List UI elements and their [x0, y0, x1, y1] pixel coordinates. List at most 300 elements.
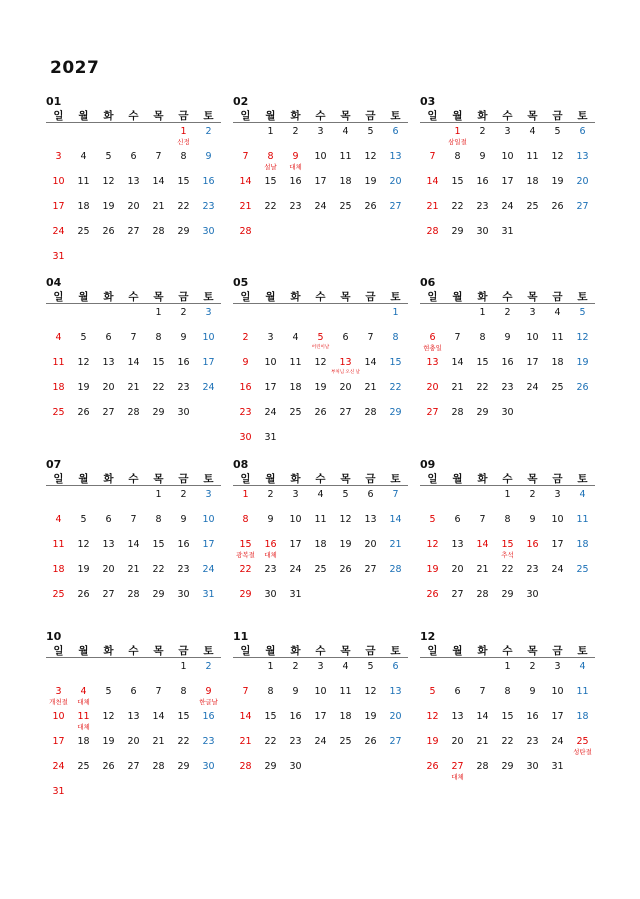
day-cell[interactable] [420, 357, 445, 381]
day-cell[interactable] [333, 514, 358, 538]
day-cell[interactable] [495, 761, 520, 785]
day-cell[interactable] [470, 736, 495, 760]
day-cell[interactable] [146, 176, 171, 200]
day-cell[interactable] [470, 126, 495, 150]
day-cell[interactable] [570, 382, 595, 406]
day-cell[interactable] [520, 151, 545, 175]
day-cell[interactable] [146, 307, 171, 331]
day-cell[interactable] [121, 357, 146, 381]
day-cell[interactable] [358, 736, 383, 760]
day-cell[interactable] [333, 357, 358, 381]
day-cell[interactable] [233, 332, 258, 356]
day-cell[interactable] [333, 407, 358, 431]
day-cell[interactable] [196, 514, 221, 538]
day-cell[interactable] [383, 661, 408, 685]
day-cell[interactable] [196, 736, 221, 760]
day-cell[interactable] [233, 711, 258, 735]
day-cell[interactable] [233, 489, 258, 513]
day-cell[interactable] [196, 539, 221, 563]
day-cell[interactable] [520, 564, 545, 588]
day-cell[interactable] [333, 661, 358, 685]
day-cell[interactable] [121, 711, 146, 735]
day-cell[interactable] [196, 307, 221, 331]
day-cell[interactable] [445, 332, 470, 356]
day-cell[interactable] [520, 201, 545, 225]
day-cell[interactable] [258, 357, 283, 381]
day-cell[interactable] [383, 514, 408, 538]
day-cell[interactable] [420, 407, 445, 431]
day-cell[interactable] [495, 711, 520, 735]
day-cell[interactable] [495, 489, 520, 513]
day-cell[interactable] [96, 539, 121, 563]
day-cell[interactable] [171, 514, 196, 538]
day-cell[interactable] [258, 126, 283, 150]
day-cell[interactable] [545, 307, 570, 331]
day-cell[interactable] [96, 686, 121, 710]
day-cell[interactable] [171, 226, 196, 250]
day-cell[interactable] [71, 176, 96, 200]
day-cell[interactable] [233, 226, 258, 250]
day-cell[interactable] [383, 307, 408, 331]
day-cell[interactable] [495, 736, 520, 760]
day-cell[interactable] [358, 332, 383, 356]
day-cell[interactable] [308, 407, 333, 431]
day-cell[interactable] [308, 539, 333, 563]
day-cell[interactable] [308, 686, 333, 710]
day-cell[interactable] [196, 761, 221, 785]
day-cell[interactable] [520, 711, 545, 735]
day-cell[interactable] [46, 736, 71, 760]
day-cell[interactable] [358, 407, 383, 431]
day-cell[interactable] [333, 176, 358, 200]
day-cell[interactable] [545, 514, 570, 538]
day-cell[interactable] [171, 176, 196, 200]
day-cell[interactable] [71, 226, 96, 250]
day-cell[interactable] [46, 151, 71, 175]
day-cell[interactable] [283, 711, 308, 735]
day-cell[interactable] [96, 564, 121, 588]
day-cell[interactable] [545, 564, 570, 588]
day-cell[interactable] [71, 382, 96, 406]
day-cell[interactable] [495, 539, 520, 563]
day-cell[interactable] [283, 539, 308, 563]
day-cell[interactable] [146, 201, 171, 225]
day-cell[interactable] [495, 514, 520, 538]
day-cell[interactable] [283, 564, 308, 588]
day-cell[interactable] [358, 661, 383, 685]
day-cell[interactable] [96, 382, 121, 406]
day-cell[interactable] [46, 201, 71, 225]
day-cell[interactable] [71, 357, 96, 381]
day-cell[interactable] [283, 151, 308, 175]
day-cell[interactable] [495, 357, 520, 381]
day-cell[interactable] [420, 176, 445, 200]
day-cell[interactable] [520, 661, 545, 685]
day-cell[interactable] [196, 226, 221, 250]
day-cell[interactable] [71, 407, 96, 431]
day-cell[interactable] [96, 407, 121, 431]
day-cell[interactable] [445, 126, 470, 150]
day-cell[interactable] [383, 686, 408, 710]
day-cell[interactable] [283, 661, 308, 685]
day-cell[interactable] [96, 201, 121, 225]
day-cell[interactable] [570, 307, 595, 331]
day-cell[interactable] [358, 539, 383, 563]
day-cell[interactable] [233, 407, 258, 431]
day-cell[interactable] [570, 514, 595, 538]
day-cell[interactable] [146, 151, 171, 175]
day-cell[interactable] [358, 201, 383, 225]
day-cell[interactable] [520, 539, 545, 563]
day-cell[interactable] [308, 382, 333, 406]
day-cell[interactable] [146, 761, 171, 785]
day-cell[interactable] [258, 176, 283, 200]
day-cell[interactable] [283, 589, 308, 613]
day-cell[interactable] [520, 176, 545, 200]
day-cell[interactable] [520, 736, 545, 760]
day-cell[interactable] [520, 332, 545, 356]
day-cell[interactable] [470, 226, 495, 250]
day-cell[interactable] [445, 201, 470, 225]
day-cell[interactable] [420, 736, 445, 760]
day-cell[interactable] [333, 736, 358, 760]
day-cell[interactable] [121, 564, 146, 588]
day-cell[interactable] [258, 432, 283, 456]
day-cell[interactable] [420, 201, 445, 225]
day-cell[interactable] [46, 539, 71, 563]
day-cell[interactable] [383, 407, 408, 431]
day-cell[interactable] [470, 357, 495, 381]
day-cell[interactable] [420, 589, 445, 613]
day-cell[interactable] [96, 176, 121, 200]
day-cell[interactable] [233, 357, 258, 381]
day-cell[interactable] [258, 539, 283, 563]
day-cell[interactable] [358, 382, 383, 406]
day-cell[interactable] [146, 382, 171, 406]
day-cell[interactable] [96, 151, 121, 175]
day-cell[interactable] [570, 489, 595, 513]
day-cell[interactable] [333, 564, 358, 588]
day-cell[interactable] [383, 201, 408, 225]
day-cell[interactable] [258, 736, 283, 760]
day-cell[interactable] [196, 201, 221, 225]
day-cell[interactable] [196, 489, 221, 513]
day-cell[interactable] [308, 514, 333, 538]
day-cell[interactable] [146, 589, 171, 613]
day-cell[interactable] [495, 382, 520, 406]
day-cell[interactable] [146, 357, 171, 381]
day-cell[interactable] [96, 589, 121, 613]
day-cell[interactable] [520, 126, 545, 150]
day-cell[interactable] [445, 736, 470, 760]
day-cell[interactable] [495, 151, 520, 175]
day-cell[interactable] [46, 564, 71, 588]
day-cell[interactable] [171, 332, 196, 356]
day-cell[interactable] [445, 176, 470, 200]
day-cell[interactable] [358, 357, 383, 381]
day-cell[interactable] [233, 564, 258, 588]
day-cell[interactable] [470, 332, 495, 356]
day-cell[interactable] [570, 736, 595, 760]
day-cell[interactable] [121, 226, 146, 250]
day-cell[interactable] [470, 407, 495, 431]
day-cell[interactable] [570, 332, 595, 356]
day-cell[interactable] [46, 251, 71, 275]
day-cell[interactable] [358, 489, 383, 513]
day-cell[interactable] [420, 382, 445, 406]
day-cell[interactable] [545, 382, 570, 406]
day-cell[interactable] [96, 711, 121, 735]
day-cell[interactable] [445, 589, 470, 613]
day-cell[interactable] [233, 514, 258, 538]
day-cell[interactable] [196, 176, 221, 200]
day-cell[interactable] [233, 736, 258, 760]
day-cell[interactable] [196, 686, 221, 710]
day-cell[interactable] [333, 151, 358, 175]
day-cell[interactable] [146, 711, 171, 735]
day-cell[interactable] [146, 564, 171, 588]
day-cell[interactable] [520, 514, 545, 538]
day-cell[interactable] [171, 539, 196, 563]
day-cell[interactable] [233, 589, 258, 613]
day-cell[interactable] [520, 382, 545, 406]
day-cell[interactable] [445, 761, 470, 785]
day-cell[interactable] [283, 514, 308, 538]
day-cell[interactable] [308, 711, 333, 735]
day-cell[interactable] [171, 761, 196, 785]
day-cell[interactable] [46, 226, 71, 250]
day-cell[interactable] [445, 539, 470, 563]
day-cell[interactable] [233, 432, 258, 456]
day-cell[interactable] [570, 201, 595, 225]
day-cell[interactable] [495, 176, 520, 200]
day-cell[interactable] [470, 176, 495, 200]
day-cell[interactable] [383, 711, 408, 735]
day-cell[interactable] [71, 761, 96, 785]
day-cell[interactable] [146, 686, 171, 710]
day-cell[interactable] [283, 736, 308, 760]
day-cell[interactable] [171, 151, 196, 175]
day-cell[interactable] [570, 686, 595, 710]
day-cell[interactable] [308, 201, 333, 225]
day-cell[interactable] [570, 661, 595, 685]
day-cell[interactable] [196, 357, 221, 381]
day-cell[interactable] [46, 357, 71, 381]
day-cell[interactable] [283, 686, 308, 710]
day-cell[interactable] [383, 564, 408, 588]
day-cell[interactable] [196, 564, 221, 588]
day-cell[interactable] [470, 201, 495, 225]
day-cell[interactable] [420, 686, 445, 710]
day-cell[interactable] [495, 226, 520, 250]
day-cell[interactable] [46, 332, 71, 356]
day-cell[interactable] [333, 201, 358, 225]
day-cell[interactable] [445, 407, 470, 431]
day-cell[interactable] [121, 201, 146, 225]
day-cell[interactable] [570, 126, 595, 150]
day-cell[interactable] [570, 711, 595, 735]
day-cell[interactable] [420, 711, 445, 735]
day-cell[interactable] [470, 307, 495, 331]
day-cell[interactable] [333, 489, 358, 513]
day-cell[interactable] [121, 332, 146, 356]
day-cell[interactable] [283, 382, 308, 406]
day-cell[interactable] [121, 176, 146, 200]
day-cell[interactable] [96, 226, 121, 250]
day-cell[interactable] [233, 761, 258, 785]
day-cell[interactable] [283, 126, 308, 150]
day-cell[interactable] [146, 514, 171, 538]
day-cell[interactable] [121, 151, 146, 175]
day-cell[interactable] [445, 564, 470, 588]
day-cell[interactable] [71, 711, 96, 735]
day-cell[interactable] [171, 661, 196, 685]
day-cell[interactable] [46, 407, 71, 431]
day-cell[interactable] [358, 151, 383, 175]
day-cell[interactable] [283, 201, 308, 225]
day-cell[interactable] [420, 539, 445, 563]
day-cell[interactable] [420, 332, 445, 356]
day-cell[interactable] [308, 736, 333, 760]
day-cell[interactable] [121, 589, 146, 613]
day-cell[interactable] [96, 514, 121, 538]
day-cell[interactable] [383, 357, 408, 381]
day-cell[interactable] [258, 661, 283, 685]
day-cell[interactable] [445, 382, 470, 406]
day-cell[interactable] [495, 201, 520, 225]
day-cell[interactable] [545, 489, 570, 513]
day-cell[interactable] [283, 489, 308, 513]
day-cell[interactable] [196, 661, 221, 685]
day-cell[interactable] [196, 589, 221, 613]
day-cell[interactable] [46, 514, 71, 538]
day-cell[interactable] [96, 357, 121, 381]
day-cell[interactable] [520, 489, 545, 513]
day-cell[interactable] [470, 761, 495, 785]
day-cell[interactable] [545, 686, 570, 710]
day-cell[interactable] [570, 151, 595, 175]
day-cell[interactable] [445, 226, 470, 250]
day-cell[interactable] [196, 332, 221, 356]
day-cell[interactable] [333, 539, 358, 563]
day-cell[interactable] [495, 661, 520, 685]
day-cell[interactable] [146, 332, 171, 356]
day-cell[interactable] [383, 539, 408, 563]
day-cell[interactable] [146, 489, 171, 513]
day-cell[interactable] [171, 307, 196, 331]
day-cell[interactable] [46, 761, 71, 785]
day-cell[interactable] [171, 589, 196, 613]
day-cell[interactable] [495, 686, 520, 710]
day-cell[interactable] [495, 332, 520, 356]
day-cell[interactable] [383, 736, 408, 760]
day-cell[interactable] [258, 564, 283, 588]
day-cell[interactable] [171, 126, 196, 150]
day-cell[interactable] [520, 589, 545, 613]
day-cell[interactable] [121, 382, 146, 406]
day-cell[interactable] [470, 711, 495, 735]
day-cell[interactable] [71, 589, 96, 613]
day-cell[interactable] [545, 711, 570, 735]
day-cell[interactable] [545, 201, 570, 225]
day-cell[interactable] [445, 151, 470, 175]
day-cell[interactable] [121, 407, 146, 431]
day-cell[interactable] [383, 332, 408, 356]
day-cell[interactable] [520, 761, 545, 785]
day-cell[interactable] [71, 736, 96, 760]
day-cell[interactable] [445, 711, 470, 735]
day-cell[interactable] [470, 686, 495, 710]
day-cell[interactable] [71, 686, 96, 710]
day-cell[interactable] [470, 564, 495, 588]
day-cell[interactable] [258, 332, 283, 356]
day-cell[interactable] [420, 514, 445, 538]
day-cell[interactable] [445, 357, 470, 381]
day-cell[interactable] [196, 126, 221, 150]
day-cell[interactable] [258, 761, 283, 785]
day-cell[interactable] [358, 176, 383, 200]
day-cell[interactable] [333, 711, 358, 735]
day-cell[interactable] [121, 686, 146, 710]
day-cell[interactable] [71, 514, 96, 538]
day-cell[interactable] [196, 711, 221, 735]
day-cell[interactable] [545, 761, 570, 785]
day-cell[interactable] [233, 176, 258, 200]
day-cell[interactable] [495, 307, 520, 331]
day-cell[interactable] [146, 407, 171, 431]
day-cell[interactable] [258, 711, 283, 735]
day-cell[interactable] [383, 176, 408, 200]
day-cell[interactable] [308, 661, 333, 685]
day-cell[interactable] [545, 126, 570, 150]
day-cell[interactable] [333, 126, 358, 150]
day-cell[interactable] [121, 539, 146, 563]
day-cell[interactable] [383, 489, 408, 513]
day-cell[interactable] [470, 514, 495, 538]
day-cell[interactable] [308, 564, 333, 588]
day-cell[interactable] [545, 332, 570, 356]
day-cell[interactable] [233, 686, 258, 710]
day-cell[interactable] [71, 201, 96, 225]
day-cell[interactable] [495, 126, 520, 150]
day-cell[interactable] [445, 686, 470, 710]
day-cell[interactable] [171, 407, 196, 431]
day-cell[interactable] [333, 382, 358, 406]
day-cell[interactable] [308, 176, 333, 200]
day-cell[interactable] [46, 589, 71, 613]
day-cell[interactable] [171, 382, 196, 406]
day-cell[interactable] [46, 382, 71, 406]
day-cell[interactable] [196, 382, 221, 406]
day-cell[interactable] [570, 564, 595, 588]
day-cell[interactable] [258, 489, 283, 513]
day-cell[interactable] [420, 151, 445, 175]
day-cell[interactable] [71, 332, 96, 356]
day-cell[interactable] [146, 226, 171, 250]
day-cell[interactable] [420, 564, 445, 588]
day-cell[interactable] [96, 332, 121, 356]
day-cell[interactable] [121, 761, 146, 785]
day-cell[interactable] [308, 489, 333, 513]
day-cell[interactable] [171, 564, 196, 588]
day-cell[interactable] [71, 564, 96, 588]
day-cell[interactable] [383, 151, 408, 175]
day-cell[interactable] [308, 126, 333, 150]
day-cell[interactable] [358, 514, 383, 538]
day-cell[interactable] [196, 151, 221, 175]
day-cell[interactable] [545, 661, 570, 685]
day-cell[interactable] [283, 357, 308, 381]
